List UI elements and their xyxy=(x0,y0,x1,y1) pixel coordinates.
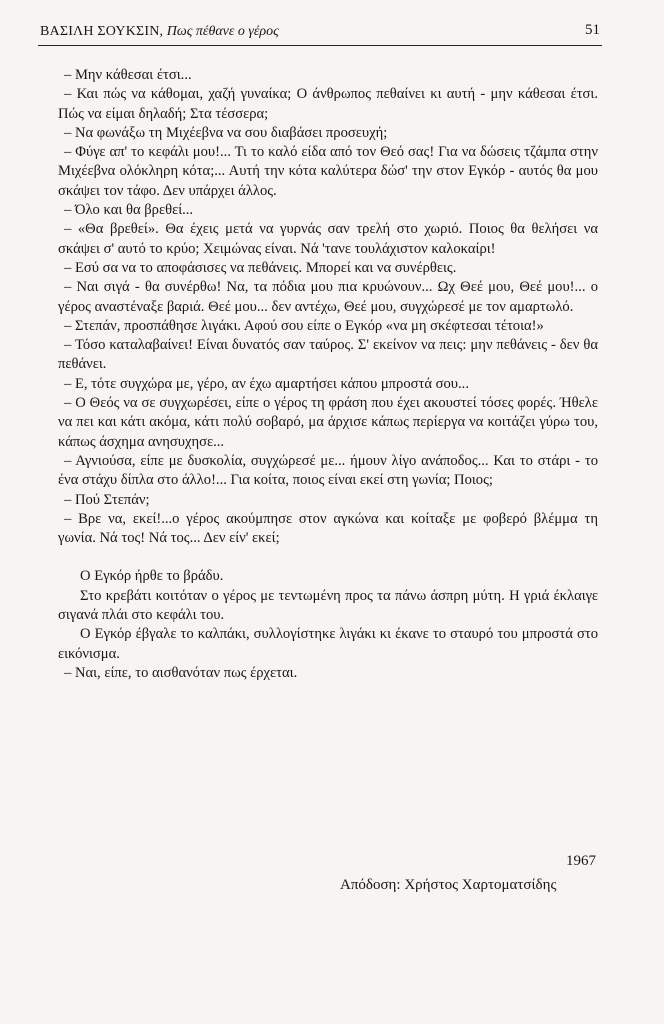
header-author: ΒΑΣΙΛΗ ΣΟΥΚΣΙΝ, xyxy=(40,24,164,39)
story-date: 1967 xyxy=(566,853,596,869)
dialogue-line: – Βρε να, εκεί!...ο γέρος ακούμπησε στον αγκώνα και κοίταξε με φοβερό βλέμμα τη γωνία. Νά τος! Νά τος... Δεν είν' εκεί; xyxy=(58,510,598,547)
story-text xyxy=(58,66,598,683)
dialogue-line: – Ναι σιγά - θα συνέρθω! Να, τα πόδια μου πια κρυώνουν... Ωχ Θεέ μου, Θεέ μου!... ο γέρος αναστέναξε βαριά. Θεέ μου... δεν αντέχω, Θεέ μου, συγχώρεσέ με τον αμαρτωλό. xyxy=(58,279,598,315)
dialogue-line: – Ε, τότε συγχώρα με, γέρο, αν έχω αμαρτήσει κάπου μπροστά σου... xyxy=(64,375,469,392)
narrative-paragraph: Στο κρεβάτι κοιτόταν ο γέρος με τεντωμένη προς τα πάνω άσπρη μύτη. Η γριά έκλαιγε σιγανά πλάι στο κεφάλι του. xyxy=(58,587,598,624)
dialogue-line: – Στεπάν, προσπάθησε λιγάκι. Αφού σου είπε ο Εγκόρ «να μη σκέφτεσαι τέτοια!» xyxy=(64,317,544,334)
narrative-paragraph: Ο Εγκόρ έβγαλε το καλπάκι, συλλογίστηκε λιγάκι κι έκανε το σταυρό του μπροστά στο εικόνισμα. xyxy=(58,626,598,662)
dialogue-line: – Όλο και θα βρεθεί... xyxy=(64,202,194,219)
dialogue-line: – Να φωνάξω τη Μιχέεβνα να σου διαβάσει προσευχή; xyxy=(64,124,388,141)
header-rule xyxy=(38,45,602,46)
dialogue-line: – Εσύ σα να το αποφάσισες να πεθάνεις. Μπορεί και να συνέρθεις. xyxy=(64,259,457,276)
dialogue-line: – Φύγε απ' το κεφάλι μου!... Τι το καλό είδα από τον Θεό σας! Για να δώσεις τζάμπα στην Μιχέεβνα ολόκληρη κότα;... Αυτή την κότα καλύτερα δώσ' την στον Εγκόρ - αυτός θα μου σκάψει τον τάφο. Δεν υπάρχει άλλος. xyxy=(58,144,598,199)
dialogue-line: – Τόσο καταλαβαίνει! Είναι δυνατός σαν ταύρος. Σ' εκείνον να πεις: μην πεθάνεις - δεν θα πεθάνει. xyxy=(58,337,598,373)
page-number: 51 xyxy=(585,22,600,38)
dialogue-line: – Μην κάθεσαι έτσι... xyxy=(64,67,192,83)
translator-credit: Απόδοση: Χρήστος Χαρτοματσίδης xyxy=(340,877,557,893)
running-header xyxy=(40,22,600,44)
dialogue-line: – Ναι, είπε, το αισθανόταν πως έρχεται. xyxy=(64,664,298,681)
dialogue-line: – Πού Στεπάν; xyxy=(64,491,150,508)
section-break xyxy=(58,548,598,567)
narrative-paragraph: Ο Εγκόρ ήρθε το βράδυ. xyxy=(80,568,224,585)
dialogue-line: – Ο Θεός να σε συγχωρέσει, είπε ο γέρος τη φράση που έχει ακουστεί τόσες φορές. Ήθελε να πει και κάτι ακόμα, κάτι πολύ σοβαρό, μα άρχισε κάπως περίεργα να κοιτάζει γύρω του, κάπως άσχημα ανησυχησε... xyxy=(58,395,598,450)
header-title: Πως πέθανε ο γέρος xyxy=(166,24,279,39)
dialogue-line: – Αγνιούσα, είπε με δυσκολία, συγχώρεσέ με... ήμουν λίγο ανάποδος... Και το στάρι - το ένα στάχυ δίπλα στο άλλο!... Για κοίτα, ποιος είναι εκεί στη γωνία; Ποιος; xyxy=(58,452,598,489)
dialogue-line: – Και πώς να κάθομαι, χαζή γυναίκα; Ο άνθρωπος πεθαίνει κι αυτή - μην κάθεσαι έτσι. Πώς να είμαι δηλαδή; Στα τέσσερα; xyxy=(58,86,598,122)
dialogue-line: – «Θα βρεθεί». Θα έχεις μετά να γυρνάς σαν τρελή στο χωριό. Ποιος θα θελήσει να σκάψει σ' αυτό το κρύο; Χειμώνας είναι. Νά 'τανε τουλάχιστον καλοκαίρι! xyxy=(58,221,598,257)
